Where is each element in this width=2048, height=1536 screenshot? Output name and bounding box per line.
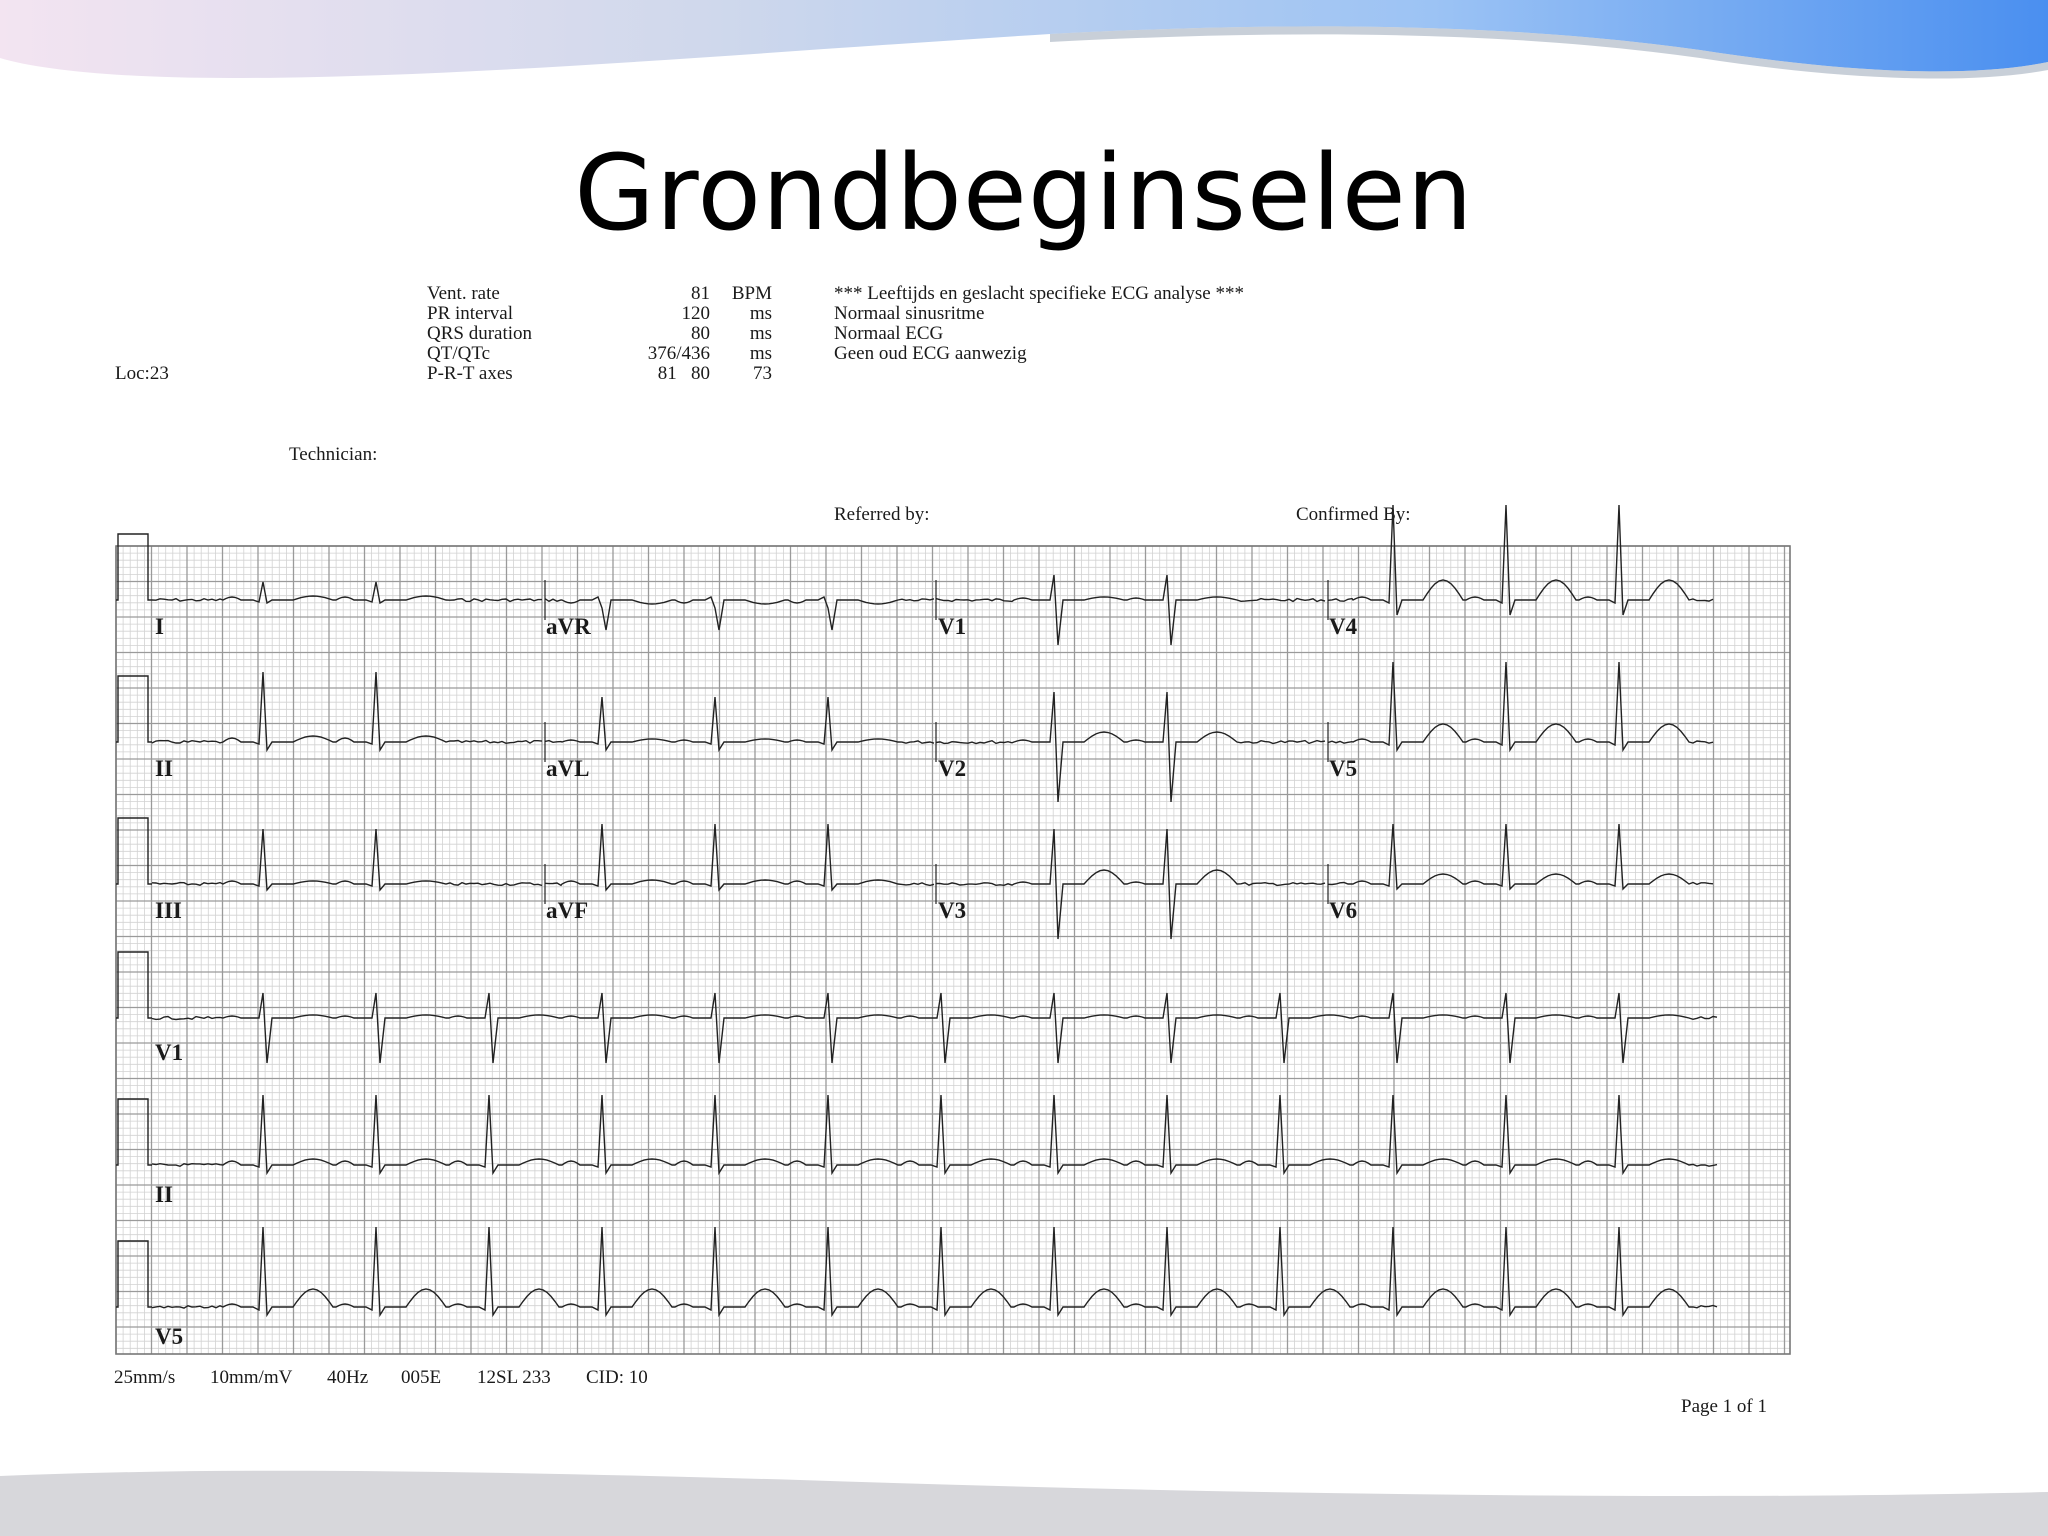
ecg-trace-III-2-0 — [152, 829, 542, 890]
rhythm-lead-label: V5 — [155, 1324, 184, 1349]
ecg-trace-V2-1-2 — [936, 692, 1325, 802]
ecg-trace-II-1-0 — [152, 672, 542, 750]
ecg-trace-V6-2-3 — [1328, 824, 1713, 889]
interpretation-line: *** Leeftijds en geslacht specifieke ECG analyse *** — [834, 283, 1244, 304]
confirmed-by-label: Confirmed By: — [1296, 504, 1411, 525]
measurement-value: 120 — [681, 303, 710, 324]
program-version: 12SL 233 — [477, 1367, 551, 1388]
measurement-unit: ms — [749, 343, 772, 364]
measurement-value: 80 — [691, 323, 710, 344]
measurement-unit: BPM — [731, 283, 772, 304]
ecg-grid-border — [116, 546, 1790, 1354]
measurement-unit: ms — [749, 303, 772, 324]
lead-label: V2 — [938, 756, 967, 781]
ecg-trace-rhythm-V5-2 — [152, 1227, 1717, 1315]
interpretation-line: Normaal ECG — [834, 323, 944, 344]
measurement-label: Vent. rate — [427, 283, 500, 304]
ecg-trace-rhythm-V1-0 — [152, 993, 1717, 1063]
gain-setting: 10mm/mV — [210, 1367, 293, 1388]
device-code: 005E — [401, 1367, 442, 1388]
lead-label: aVR — [546, 614, 591, 639]
ecg-trace-I-0-0 — [152, 582, 542, 603]
rhythm-lead-label: V1 — [155, 1040, 184, 1065]
lead-label: aVL — [546, 756, 590, 781]
filter-setting: 40Hz — [327, 1367, 369, 1388]
ecg-grid-major — [116, 546, 1790, 1354]
measurement-label: P-R-T axes — [427, 363, 513, 384]
measurement-value: 81 80 — [657, 363, 710, 384]
lead-label: I — [155, 614, 164, 639]
lead-label: V6 — [1329, 898, 1358, 923]
measurement-value: 376/436 — [647, 343, 710, 364]
page-number: Page 1 of 1 — [1681, 1396, 1768, 1417]
lead-label: III — [155, 898, 182, 923]
location-label: Loc:23 — [115, 363, 169, 384]
lead-label: V4 — [1329, 614, 1358, 639]
measurement-unit: 73 — [753, 363, 772, 384]
measurement-label: PR interval — [427, 303, 514, 324]
rhythm-lead-label: II — [155, 1182, 173, 1207]
technician-label: Technician: — [289, 444, 378, 465]
lead-label: V1 — [938, 614, 967, 639]
ecg-trace-V5-1-3 — [1328, 662, 1713, 750]
lead-label: V3 — [938, 898, 967, 923]
interpretation-line: Normaal sinusritme — [834, 303, 985, 324]
measurement-unit: ms — [749, 323, 772, 344]
referred-by-label: Referred by: — [834, 504, 930, 525]
slide-title: Grondbeginselen — [574, 132, 1474, 254]
interpretation-line: Geen oud ECG aanwezig — [834, 343, 1027, 364]
lead-label: II — [155, 756, 173, 781]
calibration-pulse — [116, 1099, 152, 1165]
ecg-grid-minor — [116, 546, 1790, 1354]
lead-label: aVF — [546, 898, 589, 923]
measurement-label: QRS duration — [427, 323, 533, 344]
measurement-label: QT/QTc — [427, 343, 491, 364]
measurement-value: 81 — [691, 283, 710, 304]
cid-label: CID: 10 — [586, 1367, 648, 1388]
paper-speed: 25mm/s — [114, 1367, 176, 1388]
calibration-pulse — [116, 1241, 152, 1307]
lead-label: V5 — [1329, 756, 1358, 781]
